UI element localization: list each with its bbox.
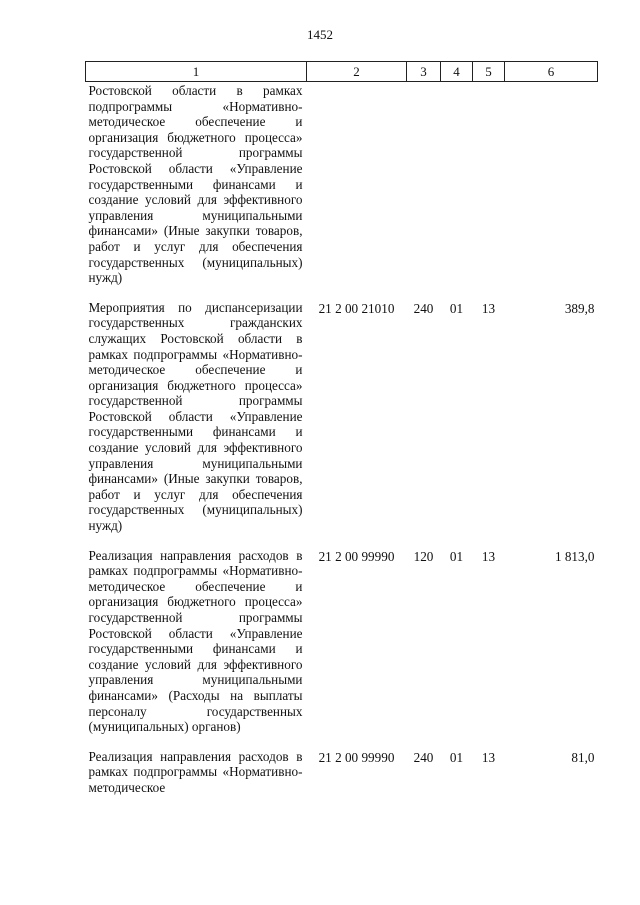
table-row xyxy=(86,749,598,810)
row-amount xyxy=(505,82,598,300)
row-description: Ростовской области в рамках подпрограммы «Нормативно-методическое обеспечение и организация бюджетного процесса» государственной программы Ростовской области «Управление государственными финансами и создание условий для эффективного управления муниципальными финансами» (Иные закупки товаров, работ и услуг для обеспечения государственных (муниципальных) нужд) xyxy=(88,83,303,286)
page-number: 1452 xyxy=(307,27,333,42)
budget-table xyxy=(85,61,598,810)
header-col-1: 1 xyxy=(86,62,307,82)
header-col-5: 5 xyxy=(473,62,505,82)
row-description: Реализация направления расходов в рамках подпрограммы «Нормативно-методическое xyxy=(88,748,303,795)
header-col-2: 2 xyxy=(307,62,407,82)
table-row xyxy=(86,82,598,300)
row-target-code: 21 2 00 99990 xyxy=(318,749,395,765)
row-target-code: 21 2 00 99990 xyxy=(318,548,395,564)
header-col-6: 6 xyxy=(505,62,598,82)
row-subsection xyxy=(473,82,505,300)
row-target-code: 21 2 00 21010 xyxy=(318,300,395,316)
row-section: 01 xyxy=(449,749,464,765)
row-target-code xyxy=(307,82,407,300)
row-expense-type: 240 xyxy=(413,749,434,765)
table-row xyxy=(86,300,598,548)
row-section: 01 xyxy=(449,300,464,316)
row-description: Мероприятия по диспансеризации государственных гражданских служащих Ростовской области в рамках подпрограммы «Нормативно-методическое обеспечение и организация бюджетного процесса» государственной программы Ростовской области «Управление государственными финансами и создание условий для эффективного управления муниципальными финансами» (Иные закупки товаров, работ и услуг для обеспечения государственных (муниципальных) нужд) xyxy=(88,299,303,534)
row-amount: 389,8 xyxy=(564,300,595,316)
row-subsection: 13 xyxy=(481,300,496,316)
row-subsection: 13 xyxy=(481,749,496,765)
row-expense-type: 120 xyxy=(413,548,434,564)
header-col-4: 4 xyxy=(441,62,473,82)
row-expense-type xyxy=(407,82,441,300)
row-section xyxy=(441,82,473,300)
row-description: Реализация направления расходов в рамках подпрограммы «Нормативно-методическое обеспечение и организация бюджетного процесса» государственной программы Ростовской области «Управление государственными финансами и создание условий для эффективного управления муниципальными финансами» (Расходы на выплаты персоналу государственных (муниципальных) органов) xyxy=(88,547,303,735)
row-subsection: 13 xyxy=(481,548,496,564)
header-col-3: 3 xyxy=(407,62,441,82)
table-header-row xyxy=(86,62,598,82)
row-expense-type: 240 xyxy=(413,300,434,316)
table-row xyxy=(86,548,598,749)
row-section: 01 xyxy=(449,548,464,564)
row-amount: 1 813,0 xyxy=(554,548,595,564)
row-amount: 81,0 xyxy=(571,749,595,765)
